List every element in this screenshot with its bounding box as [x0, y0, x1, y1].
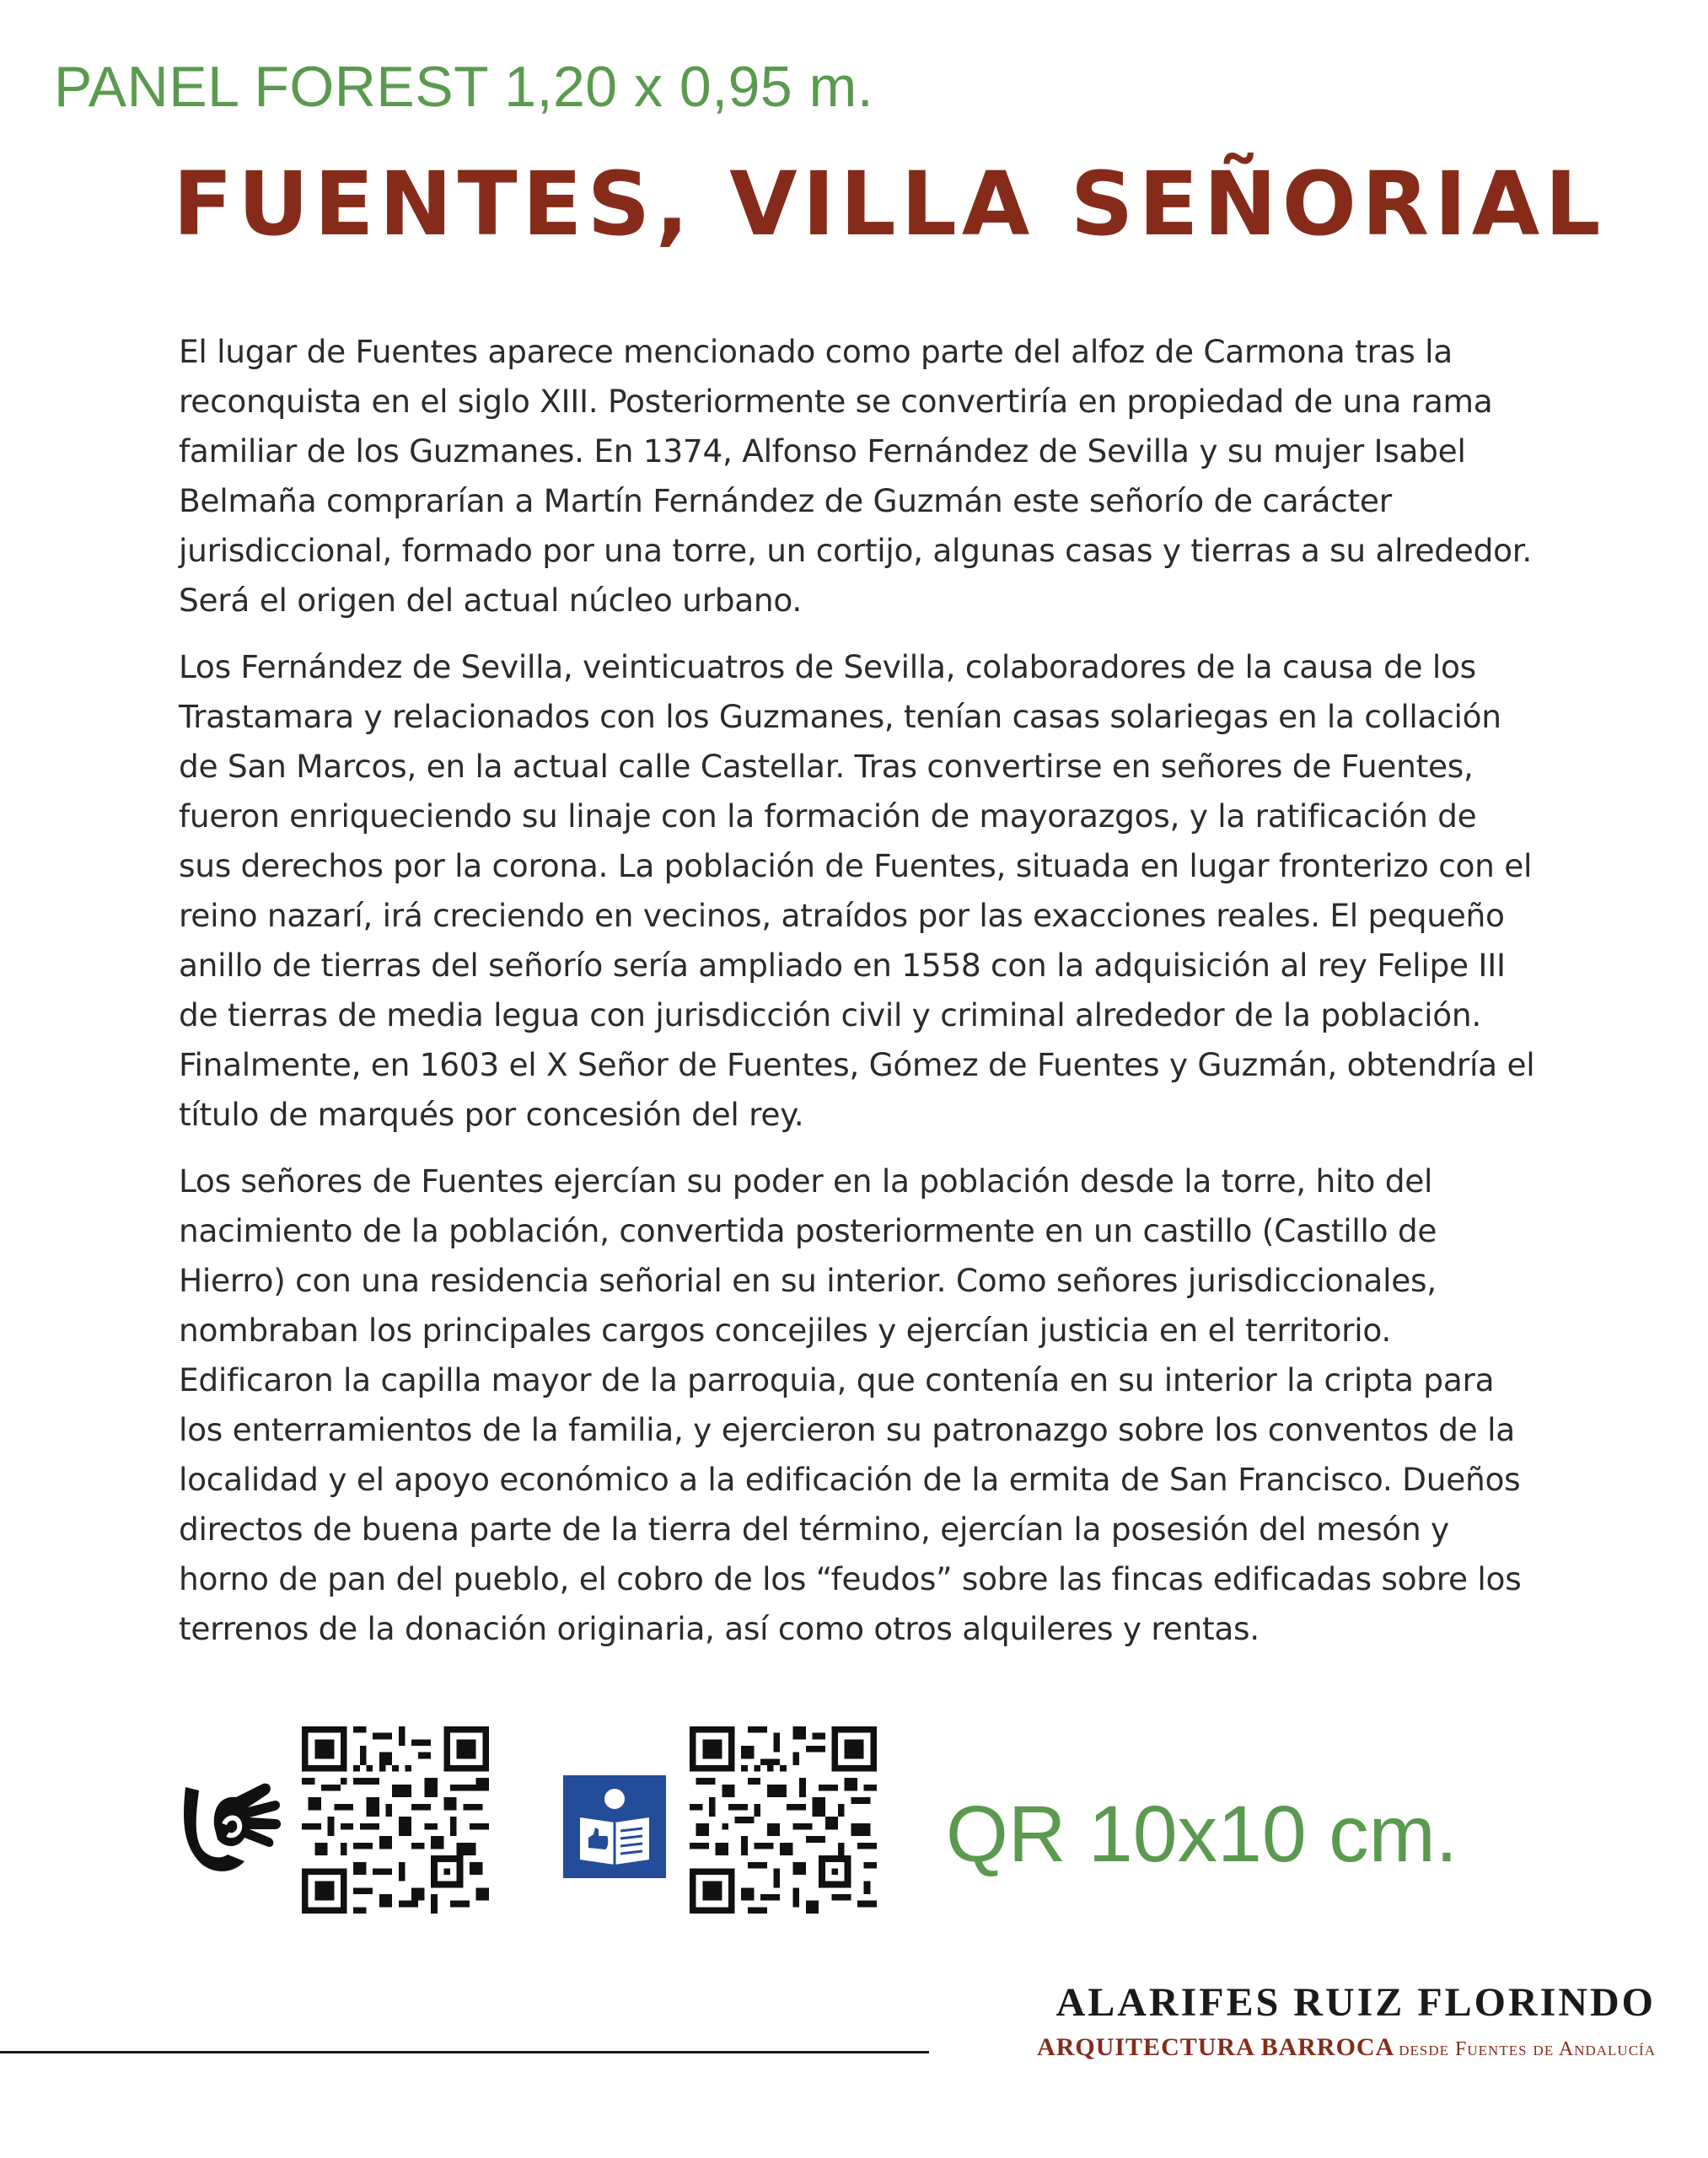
paragraph-3: Los señores de Fuentes ejercían su poder en la población desde la torre, hito del nacimiento de la población, convertida posteriormente en un castillo (Castillo de Hierro) con una residencia señorial en su interior. Como señores jurisdiccionales, nombraban los principales cargos concejiles y ejercían justicia en el territorio. Edificaron la capilla mayor de la parroquia, que contenía en su interior la cripta para los enterramientos de la familia, y ejercieron su patronazgo sobre los conventos de la localidad y el apoyo económico a la edificación de la ermita de San Francisco. Dueños directos de buena parte de la tierra del término, ejercían la posesión del mesón y horno de pan del pueblo, el cobro de los “feudos” sobre las fincas edificadas sobre los terrenos de la donación originaria, así como otros alquileres y rentas. [179, 1162, 1522, 1647]
brand-name: ALARIFES RUIZ FLORINDO [1055, 1980, 1656, 2025]
brand-tagline [1037, 2033, 1656, 2062]
accessibility-row [0, 1720, 1708, 1922]
qr-code-icon[interactable] [690, 1726, 877, 1914]
sign-language-icon [175, 1777, 283, 1876]
paragraph-2: Los Fernández de Sevilla, veinticuatros de Sevilla, colaboradores de la causa de los Trastamara y relacionados con los Guzmanes, tenían casas solariegas en la collación de San Marcos, en la actual calle Castellar. Tras convertirse en señores de Fuentes, fueron enriqueciendo su linaje con la formación de mayorazgos, y la ratificación de sus derechos por la corona. La población de Fuentes, situada en lugar fronterizo con el reino nazarí, irá creciendo en vecinos, atraídos por las exacciones reales. El pequeño anillo de tierras del señorío sería ampliado en 1558 con la adquisición al rey Felipe III de tierras de media legua con jurisdicción civil y criminal alrededor de la población. Finalmente, en 1603 el X Señor de Fuentes, Gómez de Fuentes y Guzmán, obtendría el título de marqués por concesión del rey. [179, 648, 1535, 1133]
footer-divider [0, 2051, 929, 2053]
body-text [179, 327, 1538, 1671]
panel-spec-label: PANEL FOREST 1,20 x 0,95 m. [54, 55, 874, 119]
brand-tagline-rest: desde Fuentes de Andalucía [1399, 2038, 1656, 2060]
paragraph-1: El lugar de Fuentes aparece mencionado como parte del alfoz de Carmona tras la reconquista en el siglo XIII. Posteriormente se convertiría en propiedad de una rama familiar de los Guzmanes. En 1374, Alfonso Fernández de Sevilla y su mujer Isabel Belmaña comprarían a Martín Fernández de Guzmán este señorío de carácter jurisdiccional, formado por una torre, un cortijo, algunas casas y tierras a su alrededor. Será el origen del actual núcleo urbano. [179, 333, 1533, 619]
page-title: FUENTES, VILLA SEÑORIAL [173, 153, 1606, 255]
easy-read-icon [563, 1775, 666, 1878]
brand-tagline-main: ARQUITECTURA BARROCA [1037, 2033, 1395, 2061]
qr-code-icon[interactable] [302, 1726, 489, 1914]
qr-size-label: QR 10x10 cm. [946, 1790, 1458, 1879]
